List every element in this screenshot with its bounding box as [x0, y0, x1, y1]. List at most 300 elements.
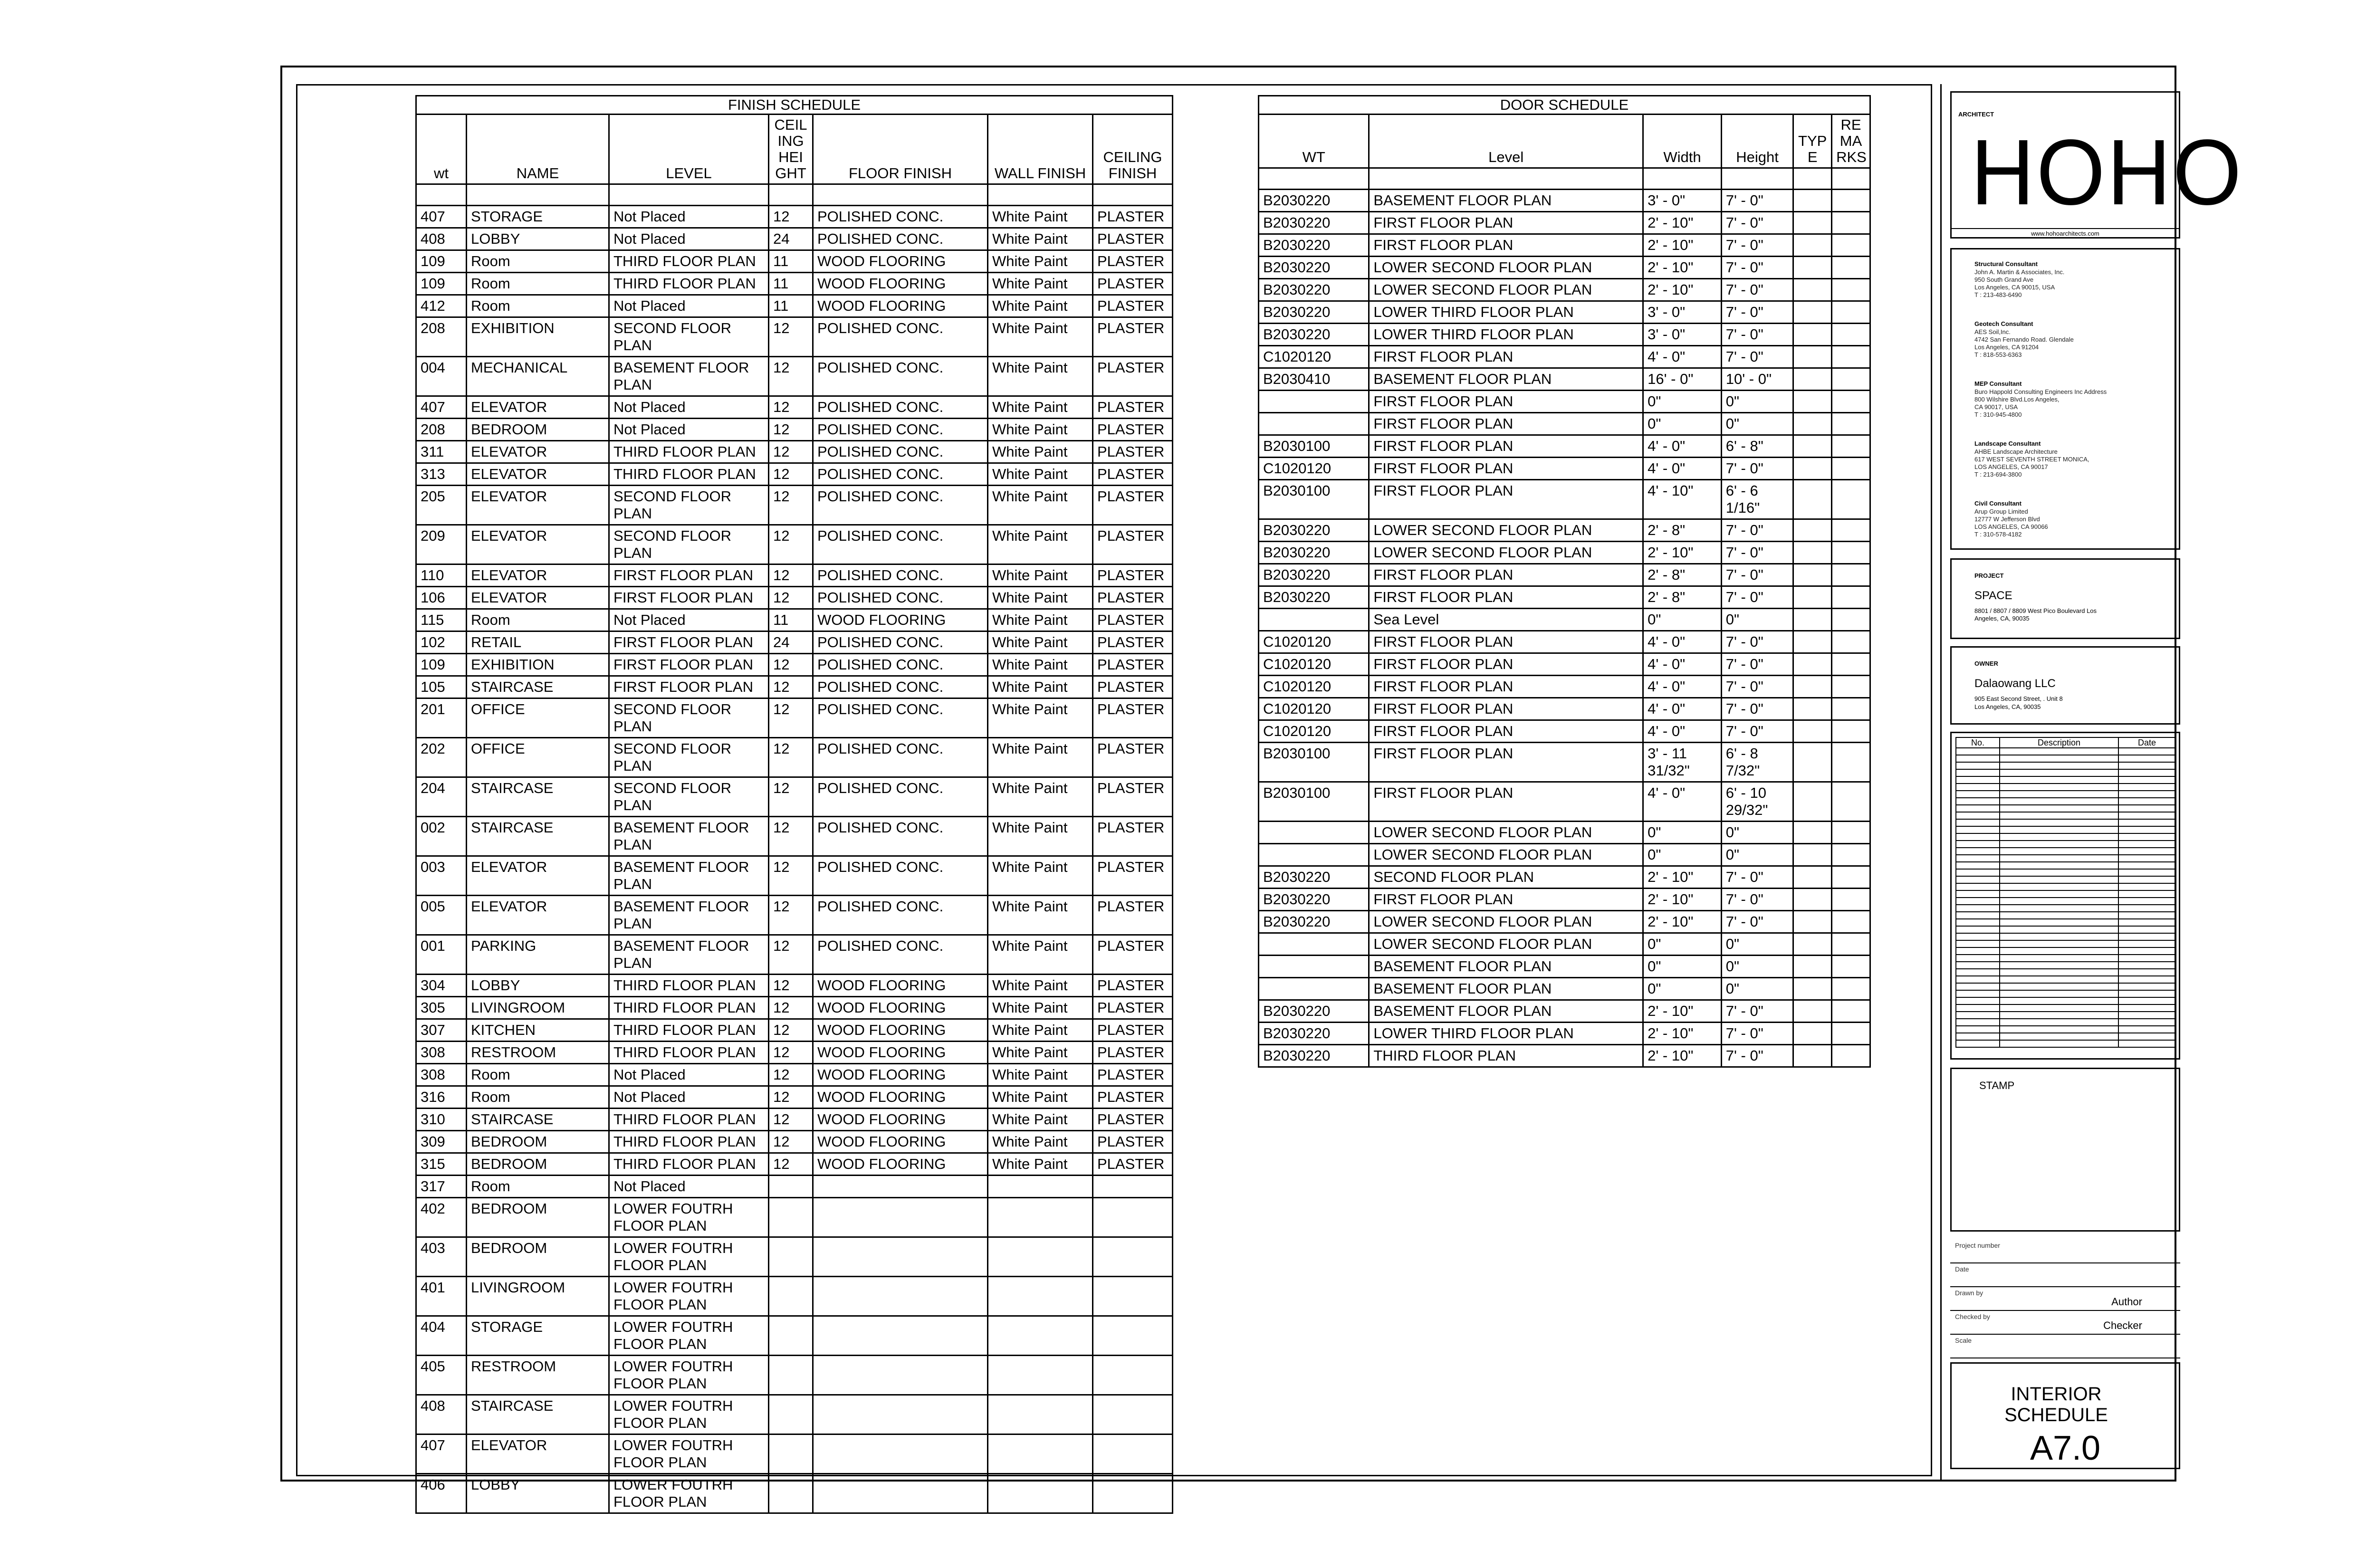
door-table-cell [1793, 391, 1832, 413]
door-table-cell: 7' - 0" [1721, 257, 1793, 279]
owner-address-line-1: 905 East Second Street, . Unit 8 [1974, 695, 2063, 702]
finish-table-cell: White Paint [988, 463, 1093, 486]
consultant-line: T : 818-553-6363 [1974, 351, 2022, 358]
door-table-row [1259, 1000, 1870, 1023]
door-table-cell: B2030100 [1259, 743, 1369, 782]
door-table-cell: BASEMENT FLOOR PLAN [1369, 956, 1643, 978]
revision-row [1956, 826, 2175, 833]
door-table-cell: B2030220 [1259, 1023, 1369, 1045]
revision-row [1956, 841, 2175, 848]
project-address: 8801 / 8807 / 8809 West Pico Boulevard Los Angeles, CA, 90035 [1974, 607, 2097, 622]
revision-cell [2118, 748, 2175, 755]
finish-table-cell: White Paint [988, 997, 1093, 1019]
finish-table-cell: PLASTER [1093, 463, 1173, 486]
revision-cell [2000, 748, 2118, 755]
revision-cell [1956, 919, 2000, 926]
finish-table-cell [988, 1434, 1093, 1474]
revision-row [1956, 1012, 2175, 1019]
finish-header-cell: CEIL ING HEI GHT [769, 115, 813, 184]
finish-table-row [416, 1042, 1173, 1064]
stamp-panel [1950, 1068, 2180, 1232]
finish-table-cell: Room [467, 250, 609, 273]
revision-row [1956, 862, 2175, 869]
revision-row [1956, 983, 2175, 990]
finish-table-cell: 408 [416, 1395, 467, 1434]
finish-table-cell: 115 [416, 609, 467, 631]
finish-table-cell: 12 [769, 1109, 813, 1131]
door-table-cell: FIRST FLOOR PLAN [1369, 480, 1643, 519]
door-table-cell [1832, 413, 1870, 435]
consultant-entry [1974, 320, 2107, 359]
door-table-cell [1832, 346, 1870, 368]
finish-table-cell: POLISHED CONC. [813, 486, 988, 525]
finish-table-cell: Not Placed [609, 1176, 769, 1198]
consultant-title: Structural Consultant [1974, 260, 2038, 268]
consultant-line: 800 Wilshire Blvd.Los Angeles, [1974, 396, 2060, 403]
door-table-cell: 4' - 0" [1643, 720, 1722, 743]
door-table-cell [1832, 324, 1870, 346]
revision-cell [2118, 947, 2175, 955]
project-panel [1950, 558, 2180, 639]
finish-table-row [416, 1131, 1173, 1153]
door-table-cell [1793, 301, 1832, 324]
revision-cell [2000, 791, 2118, 798]
revision-cell [2118, 976, 2175, 983]
revision-row [1956, 812, 2175, 819]
revision-cell [2118, 1033, 2175, 1040]
finish-table-cell: White Paint [988, 676, 1093, 698]
door-table-cell: 2' - 10" [1643, 889, 1722, 911]
finish-table-cell: 12 [769, 486, 813, 525]
finish-table-cell [988, 1176, 1093, 1198]
consultant-line: Arup Group Limited [1974, 508, 2028, 515]
revision-cell [1956, 833, 2000, 841]
finish-table-cell: 12 [769, 654, 813, 676]
revision-cell [1956, 862, 2000, 869]
revision-cell [2000, 890, 2118, 898]
finish-table-cell: White Paint [988, 206, 1093, 228]
finish-table-cell: LOWER FOUTRH FLOOR PLAN [609, 1434, 769, 1474]
consultant-line: LOS ANGELES, CA 90017 [1974, 463, 2048, 470]
finish-table-cell: PLASTER [1093, 486, 1173, 525]
finish-table-cell: 106 [416, 587, 467, 609]
revision-cell [2118, 969, 2175, 976]
checked-by-value: Checker [2103, 1319, 2142, 1331]
door-table-cell: FIRST FLOOR PLAN [1369, 413, 1643, 435]
door-table-cell: 7' - 0" [1721, 279, 1793, 301]
consultant-line: AHBE Landscape Architecture [1974, 448, 2058, 455]
door-table-cell [1793, 822, 1832, 844]
door-table-cell: 7' - 0" [1721, 889, 1793, 911]
revision-cell [1956, 776, 2000, 784]
finish-table-cell: Not Placed [609, 295, 769, 317]
finish-table-cell: White Paint [988, 975, 1093, 997]
finish-table-cell: PLASTER [1093, 631, 1173, 654]
finish-table-cell: PLASTER [1093, 1042, 1173, 1064]
door-table-cell: LOWER SECOND FLOOR PLAN [1369, 279, 1643, 301]
finish-table-cell: Room [467, 273, 609, 295]
door-table-cell [1793, 743, 1832, 782]
owner-name: Dalaowang LLC [1974, 677, 2056, 690]
finish-header-cell: NAME [467, 115, 609, 184]
finish-header-cell: FLOOR FINISH [813, 115, 988, 184]
door-table-cell: B2030220 [1259, 586, 1369, 609]
finish-table-row [416, 317, 1173, 357]
door-table-cell [1793, 911, 1832, 933]
consultants-panel [1950, 248, 2180, 550]
door-table-cell [1793, 889, 1832, 911]
finish-table-row [416, 396, 1173, 419]
door-table-cell [1793, 782, 1832, 822]
door-table-cell: 7' - 0" [1721, 346, 1793, 368]
finish-table-cell: 12 [769, 856, 813, 896]
finish-table-cell: White Paint [988, 1086, 1093, 1109]
door-table-cell [1793, 1000, 1832, 1023]
revision-cell [1956, 791, 2000, 798]
revision-cell [2000, 798, 2118, 805]
revision-row [1956, 1004, 2175, 1012]
revision-row [1956, 748, 2175, 755]
door-table-cell: 7' - 0" [1721, 190, 1793, 212]
finish-table-cell: 405 [416, 1356, 467, 1395]
door-table-cell: BASEMENT FLOOR PLAN [1369, 978, 1643, 1000]
revision-cell [2000, 962, 2118, 969]
finish-table-cell: POLISHED CONC. [813, 357, 988, 396]
door-table-cell [1793, 190, 1832, 212]
door-table-cell [1832, 542, 1870, 564]
finish-table-cell: White Paint [988, 1019, 1093, 1042]
door-table-cell: 7' - 0" [1721, 586, 1793, 609]
door-table-row [1259, 586, 1870, 609]
project-number-row [1950, 1239, 2180, 1263]
finish-table-cell [813, 1176, 988, 1198]
revision-cell [2118, 1019, 2175, 1026]
finish-table-row [416, 564, 1173, 587]
door-table-cell: FIRST FLOOR PLAN [1369, 631, 1643, 653]
door-table-cell: LOWER THIRD FLOOR PLAN [1369, 301, 1643, 324]
finish-table-cell: LOWER FOUTRH FLOOR PLAN [609, 1356, 769, 1395]
door-table-cell: 6' - 8" [1721, 435, 1793, 458]
door-table-cell: 3' - 0" [1643, 301, 1722, 324]
finish-table-cell: RESTROOM [467, 1356, 609, 1395]
revision-cell [1956, 762, 2000, 769]
finish-table-cell: POLISHED CONC. [813, 654, 988, 676]
revision-cell [2118, 784, 2175, 791]
revision-cell [1956, 905, 2000, 912]
finish-table-cell: POLISHED CONC. [813, 228, 988, 250]
door-table-cell: FIRST FLOOR PLAN [1369, 234, 1643, 257]
door-table-cell: B2030220 [1259, 301, 1369, 324]
finish-table-row [416, 935, 1173, 975]
consultant-line: 950 South Grand Ave [1974, 276, 2034, 283]
revision-cell [2118, 933, 2175, 940]
door-table-cell: 2' - 10" [1643, 866, 1722, 889]
door-table-cell [1832, 782, 1870, 822]
door-table-row [1259, 631, 1870, 653]
finish-table-cell [813, 1395, 988, 1434]
finish-table-cell: 12 [769, 896, 813, 935]
finish-table-cell: PLASTER [1093, 738, 1173, 777]
door-table-cell: C1020120 [1259, 653, 1369, 676]
finish-table-cell: 403 [416, 1237, 467, 1277]
door-table-cell: 7' - 0" [1721, 564, 1793, 586]
finish-table-cell: 404 [416, 1316, 467, 1356]
finish-table-cell [769, 1474, 813, 1513]
revision-cell [1956, 812, 2000, 819]
finish-table-cell: 406 [416, 1474, 467, 1513]
door-table-cell [1259, 933, 1369, 956]
revision-cell [2000, 1040, 2118, 1047]
door-table-cell [1832, 631, 1870, 653]
finish-table-cell: 12 [769, 698, 813, 738]
finish-table-cell [769, 1316, 813, 1356]
door-table-cell: 6' - 6 1/16" [1721, 480, 1793, 519]
finish-table-cell: White Paint [988, 609, 1093, 631]
door-table-cell [1793, 844, 1832, 866]
revision-cell [2000, 905, 2118, 912]
door-table-cell: B2030220 [1259, 564, 1369, 586]
finish-table-cell: 12 [769, 419, 813, 441]
finish-table-row [416, 525, 1173, 564]
door-table-cell [1832, 234, 1870, 257]
door-table-cell [1832, 653, 1870, 676]
finish-table-cell: White Paint [988, 357, 1093, 396]
owner-label: OWNER [1974, 660, 1998, 667]
finish-table-cell: 12 [769, 396, 813, 419]
finish-table-cell: PLASTER [1093, 1086, 1173, 1109]
door-table-cell [1832, 956, 1870, 978]
door-table-cell [1793, 653, 1832, 676]
finish-table-row [416, 817, 1173, 856]
finish-table-cell: PLASTER [1093, 295, 1173, 317]
door-spacer-row [1259, 168, 1870, 190]
revision-row [1956, 933, 2175, 940]
revision-cell [2118, 997, 2175, 1004]
door-table-row [1259, 190, 1870, 212]
revision-row [1956, 969, 2175, 976]
door-table-row [1259, 519, 1870, 542]
finish-table-cell: BEDROOM [467, 1131, 609, 1153]
finish-table-cell: 202 [416, 738, 467, 777]
owner-panel [1950, 646, 2180, 725]
door-table-cell [1793, 933, 1832, 956]
door-table-row [1259, 458, 1870, 480]
finish-table-cell: Not Placed [609, 1064, 769, 1086]
revision-row [1956, 1033, 2175, 1040]
revision-row [1956, 1019, 2175, 1026]
finish-table-cell: PLASTER [1093, 587, 1173, 609]
finish-table-cell: White Paint [988, 587, 1093, 609]
door-table-cell: 4' - 0" [1643, 653, 1722, 676]
revision-cell [2000, 983, 2118, 990]
revision-cell [2000, 926, 2118, 933]
consultant-title: Civil Consultant [1974, 500, 2022, 507]
door-table-cell [1832, 698, 1870, 720]
finish-table-cell: WOOD FLOORING [813, 1086, 988, 1109]
finish-table-cell: LOWER FOUTRH FLOOR PLAN [609, 1395, 769, 1434]
finish-table-row [416, 654, 1173, 676]
door-table-cell: LOWER SECOND FLOOR PLAN [1369, 844, 1643, 866]
door-table-cell [1832, 676, 1870, 698]
finish-table-cell: 12 [769, 463, 813, 486]
revision-cell [1956, 1040, 2000, 1047]
finish-table-cell: PLASTER [1093, 1064, 1173, 1086]
door-table-cell: C1020120 [1259, 631, 1369, 653]
finish-table-row [416, 856, 1173, 896]
finish-table-cell: White Paint [988, 441, 1093, 463]
finish-table-cell: White Paint [988, 738, 1093, 777]
finish-table-cell: PLASTER [1093, 228, 1173, 250]
finish-table-row [416, 975, 1173, 997]
door-table-cell: BASEMENT FLOOR PLAN [1369, 368, 1643, 391]
finish-table-row [416, 1434, 1173, 1474]
finish-table-cell: WOOD FLOORING [813, 997, 988, 1019]
finish-table-cell: RESTROOM [467, 1042, 609, 1064]
door-table-cell [1793, 346, 1832, 368]
door-table-cell [1793, 1023, 1832, 1045]
finish-table-cell: 11 [769, 250, 813, 273]
door-table-cell: 7' - 0" [1721, 324, 1793, 346]
finish-table-cell: THIRD FLOOR PLAN [609, 1153, 769, 1176]
finish-table-row [416, 1356, 1173, 1395]
revision-cell [2118, 983, 2175, 990]
revision-cell [2118, 762, 2175, 769]
door-table-cell: C1020120 [1259, 346, 1369, 368]
door-table-cell [1793, 720, 1832, 743]
revision-cell [2000, 869, 2118, 876]
revision-row [1956, 769, 2175, 776]
door-table-cell: C1020120 [1259, 698, 1369, 720]
finish-table-cell: LOWER FOUTRH FLOOR PLAN [609, 1237, 769, 1277]
finish-table-cell: SECOND FLOOR PLAN [609, 738, 769, 777]
finish-table-row [416, 997, 1173, 1019]
finish-table-cell [1093, 1395, 1173, 1434]
consultant-entry [1974, 380, 2107, 419]
finish-table-cell: 304 [416, 975, 467, 997]
door-table-cell: FIRST FLOOR PLAN [1369, 743, 1643, 782]
revision-cell [2000, 997, 2118, 1004]
revision-cell [2000, 819, 2118, 826]
finish-table-cell: PLASTER [1093, 525, 1173, 564]
project-label: PROJECT [1974, 572, 2004, 579]
finish-table-cell: PLASTER [1093, 817, 1173, 856]
finish-table-cell: 11 [769, 609, 813, 631]
revision-cell [1956, 819, 2000, 826]
finish-table-cell: 201 [416, 698, 467, 738]
revision-row [1956, 1026, 2175, 1033]
finish-table-cell: STAIRCASE [467, 676, 609, 698]
door-table-cell: 7' - 0" [1721, 301, 1793, 324]
finish-table-cell: White Paint [988, 777, 1093, 817]
finish-table-cell: STAIRCASE [467, 777, 609, 817]
revision-cell [2118, 848, 2175, 855]
drawing-info-panel [1950, 1239, 2180, 1358]
finish-table-cell: 12 [769, 206, 813, 228]
door-table-row [1259, 1045, 1870, 1067]
finish-table-cell: White Paint [988, 698, 1093, 738]
revision-cell [2000, 947, 2118, 955]
finish-table-cell: LOBBY [467, 1474, 609, 1513]
revision-cell [1956, 1012, 2000, 1019]
door-table-cell: FIRST FLOOR PLAN [1369, 653, 1643, 676]
finish-table-cell [1093, 1474, 1173, 1513]
finish-table-cell: PLASTER [1093, 250, 1173, 273]
finish-table-cell: White Paint [988, 486, 1093, 525]
door-table-cell: 0" [1643, 844, 1722, 866]
revision-cell [2000, 876, 2118, 883]
finish-table-cell [813, 1356, 988, 1395]
revision-cell [2118, 1026, 2175, 1033]
door-table-cell [1793, 586, 1832, 609]
drawn-by-label: Drawn by [1955, 1289, 1983, 1297]
door-table-cell [1832, 1023, 1870, 1045]
finish-table-row [416, 1395, 1173, 1434]
owner-address-line-2: Los Angeles, CA, 90035 [1974, 703, 2041, 710]
finish-table-cell: 12 [769, 817, 813, 856]
revision-cell [1956, 955, 2000, 962]
revision-cell [1956, 841, 2000, 848]
door-table-cell: B2030220 [1259, 190, 1369, 212]
door-table-cell [1832, 822, 1870, 844]
finish-table-cell: STORAGE [467, 206, 609, 228]
door-table-cell [1832, 889, 1870, 911]
finish-table-cell: 12 [769, 587, 813, 609]
finish-table-cell: POLISHED CONC. [813, 698, 988, 738]
finish-header-cell: LEVEL [609, 115, 769, 184]
door-table-cell [1832, 978, 1870, 1000]
revision-cell [2118, 776, 2175, 784]
door-table-cell [1832, 933, 1870, 956]
door-table-cell [1793, 564, 1832, 586]
finish-table-cell [988, 1277, 1093, 1316]
door-table-cell: LOWER SECOND FLOOR PLAN [1369, 257, 1643, 279]
finish-table-cell: 12 [769, 738, 813, 777]
architect-label: ARCHITECT [1958, 111, 1994, 118]
finish-table-row [416, 1064, 1173, 1086]
finish-table-cell: 407 [416, 1434, 467, 1474]
door-table-cell: 7' - 0" [1721, 1023, 1793, 1045]
finish-table-cell: PLASTER [1093, 1109, 1173, 1131]
door-table-cell: 0" [1721, 933, 1793, 956]
finish-table-cell: 12 [769, 935, 813, 975]
door-table-row [1259, 1023, 1870, 1045]
finish-table-cell: SECOND FLOOR PLAN [609, 525, 769, 564]
finish-table-cell: White Paint [988, 419, 1093, 441]
revision-cell [2000, 955, 2118, 962]
revision-cell [2000, 1033, 2118, 1040]
door-table-row [1259, 301, 1870, 324]
door-table-cell [1259, 391, 1369, 413]
finish-spacer-row [416, 184, 1173, 206]
door-table-cell: 0" [1721, 413, 1793, 435]
revision-cell [2118, 890, 2175, 898]
door-table-cell: 2' - 10" [1643, 1045, 1722, 1067]
revision-cell [1956, 755, 2000, 762]
finish-table-cell: PLASTER [1093, 1019, 1173, 1042]
finish-table-cell: PLASTER [1093, 856, 1173, 896]
finish-table-cell: PLASTER [1093, 975, 1173, 997]
door-header-cell: RE MA RKS [1832, 115, 1870, 168]
finish-table-cell: POLISHED CONC. [813, 935, 988, 975]
finish-table-row [416, 698, 1173, 738]
finish-table-cell: 208 [416, 419, 467, 441]
revision-row [1956, 890, 2175, 898]
finish-table-cell [813, 1474, 988, 1513]
revision-row [1956, 926, 2175, 933]
revision-cell [1956, 933, 2000, 940]
door-table-cell: 7' - 0" [1721, 458, 1793, 480]
sheet-title-panel [1950, 1362, 2180, 1469]
